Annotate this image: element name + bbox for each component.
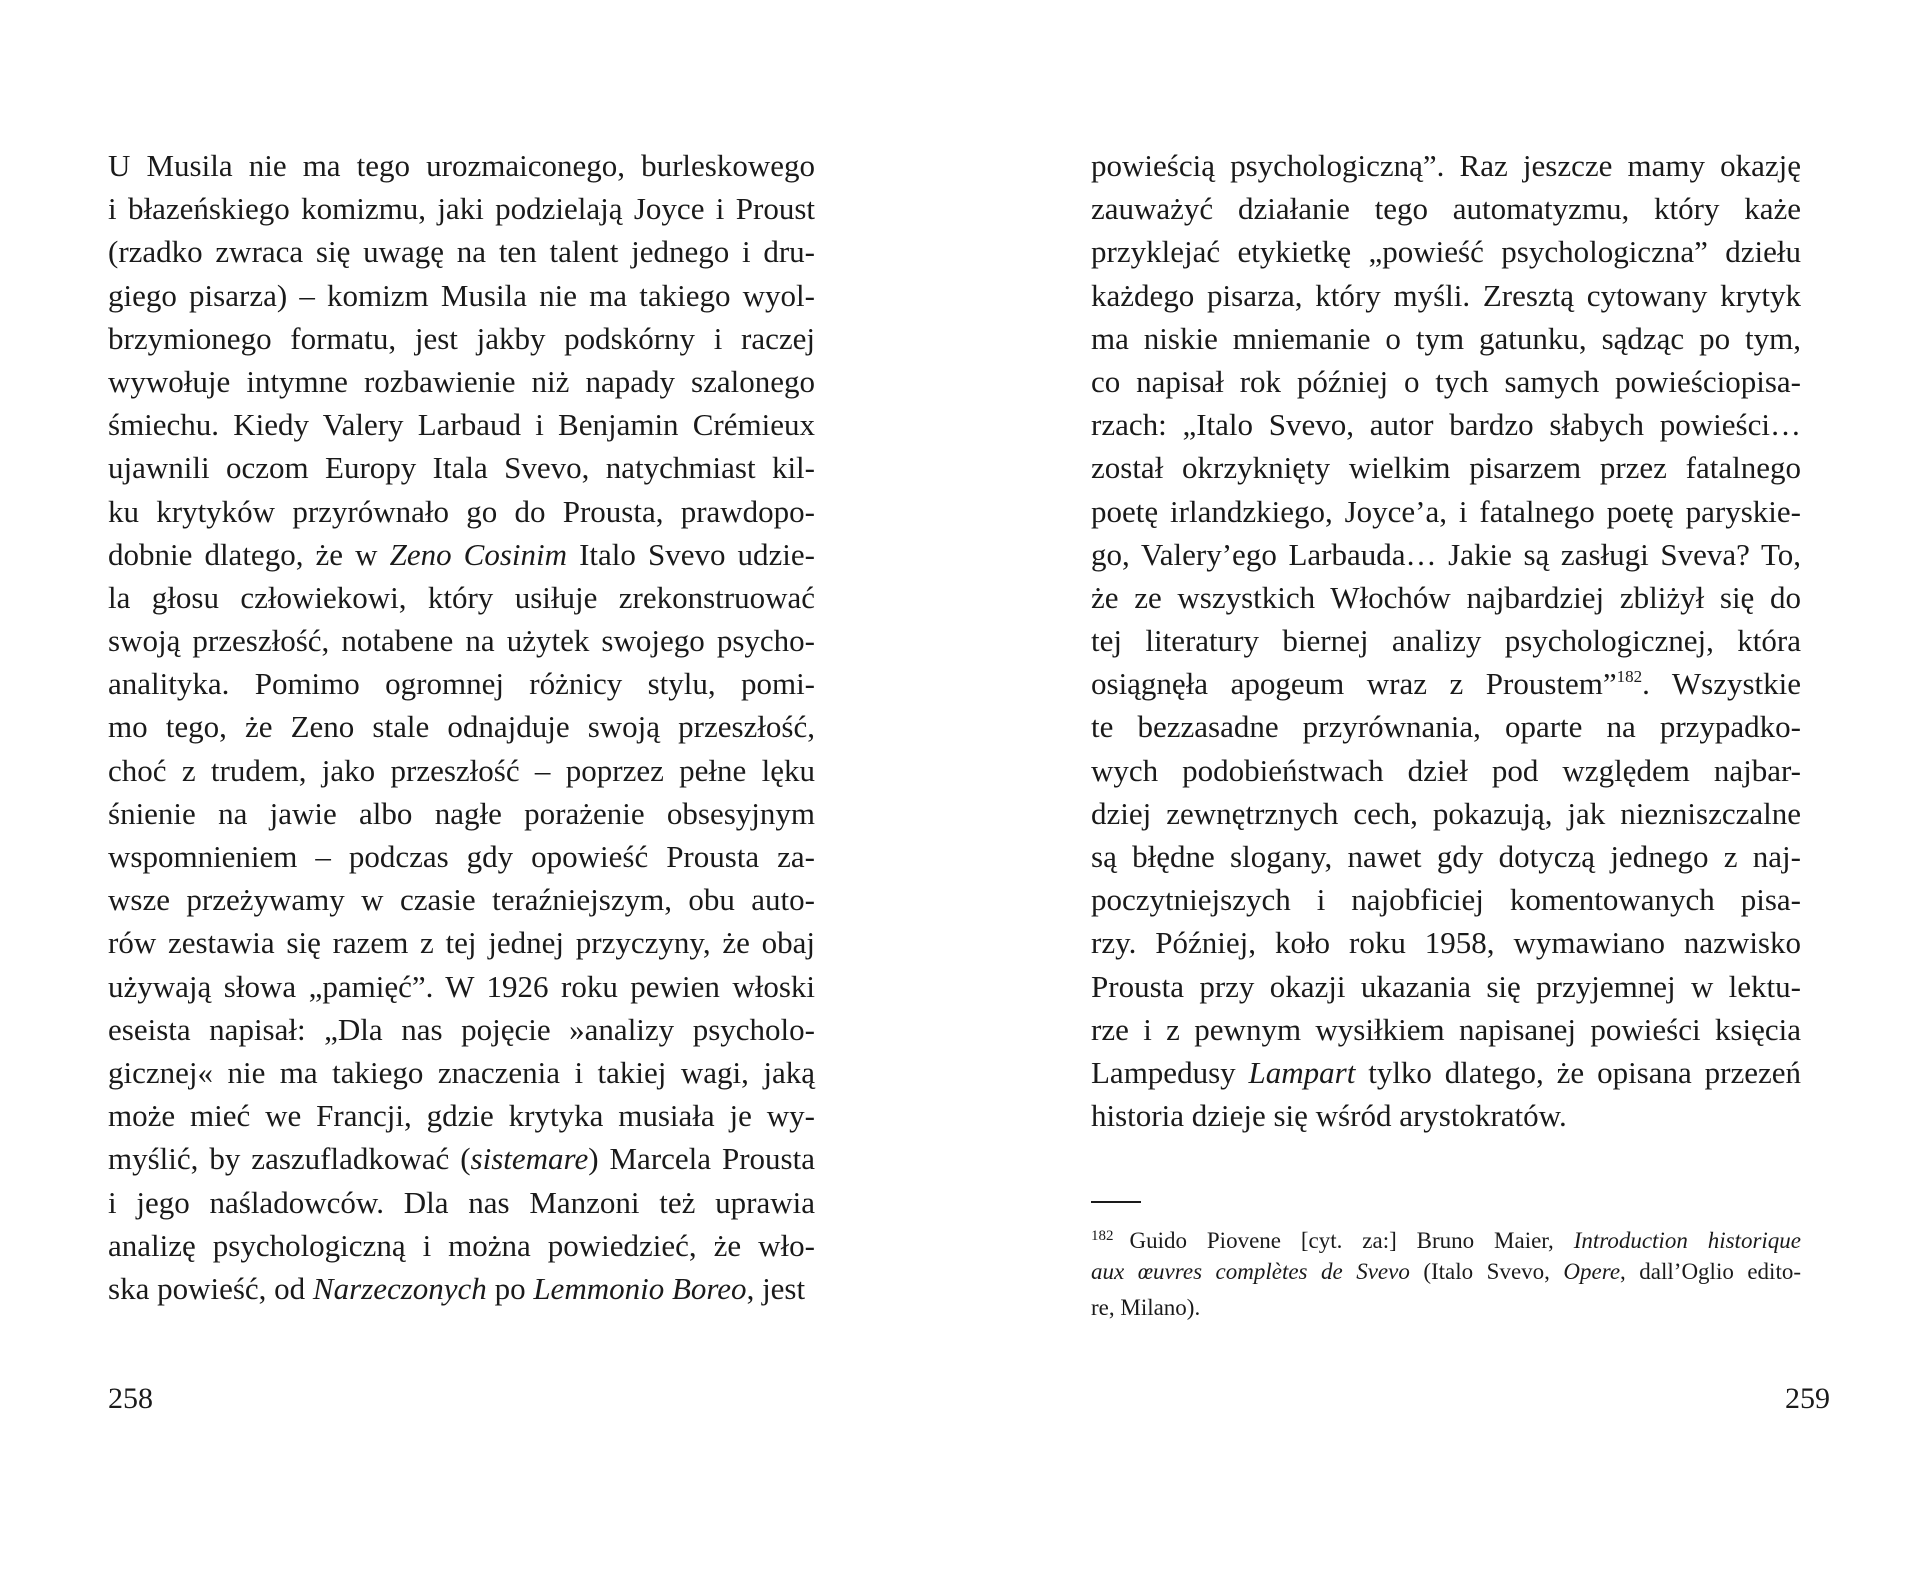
text-line: rze i z pewnym wysiłkiem napisanej powieści księcia bbox=[1091, 1011, 1801, 1047]
text-line: (rzadko zwraca się uwagę na ten talent jednego i dru- bbox=[108, 234, 815, 270]
text-line bbox=[1091, 1051, 1801, 1094]
text-line: Prousta przy okazji ukazania się przyjemnej w lektu- bbox=[1091, 968, 1801, 1004]
footnote-divider bbox=[1091, 1201, 1141, 1203]
text-line: analizę psychologiczną i można powiedzieć, że wło- bbox=[108, 1227, 815, 1263]
text-line bbox=[1091, 662, 1801, 705]
footnote-line bbox=[1091, 1290, 1801, 1326]
text-segment: tylko dlatego, że opisana przezeń bbox=[1355, 1054, 1801, 1090]
text-line: przyklejać etykietkę „powieść psychologiczna” dziełu bbox=[1091, 234, 1801, 270]
right-page bbox=[960, 0, 1920, 1571]
text-segment: Lampedusy bbox=[1091, 1054, 1249, 1090]
footnote bbox=[1091, 1218, 1801, 1326]
text-line: go, Valery’ego Larbauda… Jakie są zasługi Sveva? To, bbox=[1091, 536, 1801, 572]
text-line: i jego naśladowców. Dla nas Manzoni też uprawia bbox=[108, 1184, 815, 1220]
right-page-body-text bbox=[1091, 144, 1801, 1137]
text-line: la głosu człowiekowi, który usiłuje zrekonstruować bbox=[108, 579, 815, 615]
text-line: eseista napisał: „Dla nas pojęcie »analizy psycholo- bbox=[108, 1011, 815, 1047]
text-line: rzy. Później, koło roku 1958, wymawiano nazwisko bbox=[1091, 925, 1801, 961]
text-line: każdego pisarza, który myśli. Zresztą cytowany krytyk bbox=[1091, 277, 1801, 313]
footnote-text: re, Milano). bbox=[1091, 1295, 1201, 1320]
text-line: używają słowa „pamięć”. W 1926 roku pewien włoski bbox=[108, 968, 815, 1004]
footnote-title-italic: Introduction historique bbox=[1573, 1228, 1801, 1253]
text-line: rzach: „Italo Svevo, autor bardzo słabych powieści… bbox=[1091, 407, 1801, 443]
footnote-opere-italic: Opere bbox=[1563, 1259, 1621, 1284]
text-line: są błędne slogany, nawet gdy dotyczą jednego z naj- bbox=[1091, 839, 1801, 874]
italic-title: Lemmonio Boreo bbox=[533, 1270, 747, 1306]
text-line: ku krytyków przyrównało go do Prousta, prawdopo- bbox=[108, 493, 815, 529]
text-line: choć z trudem, jako przeszłość – poprzez pełne lęku bbox=[108, 752, 815, 788]
text-line: historia dzieje się wśród arystokratów. bbox=[1091, 1098, 1567, 1134]
footnote-text: Guido Piovene [cyt. za:] Bruno Maier, bbox=[1129, 1228, 1574, 1253]
footnote-line bbox=[1091, 1218, 1801, 1254]
text-line: giego pisarza) – komizm Musila nie ma takiego wyol- bbox=[108, 277, 815, 313]
text-line: poczytniejszych i najobficiej komentowanych pisa- bbox=[1091, 882, 1801, 918]
text-line: rów zestawia się razem z tej jednej przyczyny, że obaj bbox=[108, 925, 815, 961]
text-line: wsze przeżywamy w czasie teraźniejszym, obu auto- bbox=[108, 882, 815, 918]
text-line: wywołuje intymne rozbawienie niż napady szalonego bbox=[108, 363, 815, 399]
text-line: tej literatury biernej analizy psychologicznej, która bbox=[1091, 623, 1801, 659]
footnote-line bbox=[1091, 1254, 1801, 1290]
text-line: został okrzyknięty wielkim pisarzem przez fatalnego bbox=[1091, 450, 1801, 486]
footnote-text: , dall’Oglio edito- bbox=[1620, 1259, 1801, 1284]
text-line: śnienie na jawie albo nagłe porażenie obsesyjnym bbox=[108, 795, 815, 831]
text-line: może mieć we Francji, gdzie krytyka musiała je wy- bbox=[108, 1098, 815, 1134]
footnote-reference: 182 bbox=[1616, 667, 1643, 687]
text-line: poetę irlandzkiego, Joyce’a, i fatalnego poetę paryskie- bbox=[1091, 493, 1801, 529]
page-number-left: 258 bbox=[108, 1382, 153, 1415]
italic-title: Zeno Cosinim bbox=[389, 536, 568, 572]
text-line: wspomnieniem – podczas gdy opowieść Prousta za- bbox=[108, 839, 815, 874]
italic-title: sistemare bbox=[470, 1141, 589, 1177]
text-line bbox=[108, 1267, 815, 1310]
text-line: zauważyć działanie tego automatyzmu, który każe bbox=[1091, 191, 1801, 227]
text-line: powieścią psychologiczną”. Raz jeszcze mamy okazję bbox=[1091, 148, 1801, 183]
text-segment: po bbox=[486, 1270, 534, 1306]
text-line bbox=[108, 533, 815, 576]
text-line: U Musila nie ma tego urozmaiconego, burleskowego bbox=[108, 148, 815, 183]
text-line: ma niskie mniemanie o tym gatunku, sądząc po tym, bbox=[1091, 320, 1801, 356]
italic-title: Narzeczonych bbox=[312, 1270, 487, 1306]
text-line: swoją przeszłość, notabene na użytek swojego psycho- bbox=[108, 623, 815, 659]
text-segment: , jest bbox=[746, 1270, 806, 1306]
italic-title: Lampart bbox=[1248, 1054, 1356, 1090]
footnote-number: 182 bbox=[1091, 1228, 1114, 1244]
text-line: wych podobieństwach dzieł pod względem najbar- bbox=[1091, 752, 1801, 788]
text-segment: ) Marcela Prousta bbox=[588, 1141, 815, 1177]
text-line: gicznej« nie ma takiego znaczenia i takiej wagi, jaką bbox=[108, 1054, 815, 1090]
text-line: śmiechu. Kiedy Valery Larbaud i Benjamin Crémieux bbox=[108, 407, 815, 443]
text-line: mo tego, że Zeno stale odnajduje swoją przeszłość, bbox=[108, 709, 815, 745]
footnote-text: (Italo Svevo, bbox=[1409, 1259, 1564, 1284]
text-line: brzymionego formatu, jest jakby podskórny i raczej bbox=[108, 320, 815, 356]
text-line: te bezzasadne przyrównania, oparte na przypadko- bbox=[1091, 709, 1801, 745]
text-segment: . Wszystkie bbox=[1642, 666, 1801, 702]
text-line: dziej zewnętrznych cech, pokazują, jak niezniszczalne bbox=[1091, 795, 1801, 831]
text-line bbox=[108, 1137, 815, 1180]
page-number-right: 259 bbox=[1785, 1382, 1830, 1415]
footnote-title-italic: aux œuvres complètes de Svevo bbox=[1091, 1259, 1410, 1284]
text-line: co napisał rok później o tych samych powieściopisa- bbox=[1091, 363, 1801, 399]
text-line: ujawnili oczom Europy Itala Svevo, natychmiast kil- bbox=[108, 450, 815, 486]
text-segment: dobnie dlatego, że w bbox=[108, 536, 390, 572]
text-segment: Italo Svevo udzie- bbox=[567, 536, 816, 572]
text-line: analityka. Pomimo ogromnej różnicy stylu, pomi- bbox=[108, 666, 815, 702]
text-segment: myślić, by zaszufladkować ( bbox=[108, 1141, 471, 1177]
text-line: że ze wszystkich Włochów najbardziej zbliżył się do bbox=[1091, 579, 1801, 615]
text-segment: osiągnęła apogeum wraz z Proustem” bbox=[1091, 666, 1617, 702]
left-page-body-text bbox=[108, 144, 815, 1310]
text-line: i błazeńskiego komizmu, jaki podzielają Joyce i Proust bbox=[108, 191, 815, 227]
text-segment: ska powieść, od bbox=[108, 1270, 313, 1306]
